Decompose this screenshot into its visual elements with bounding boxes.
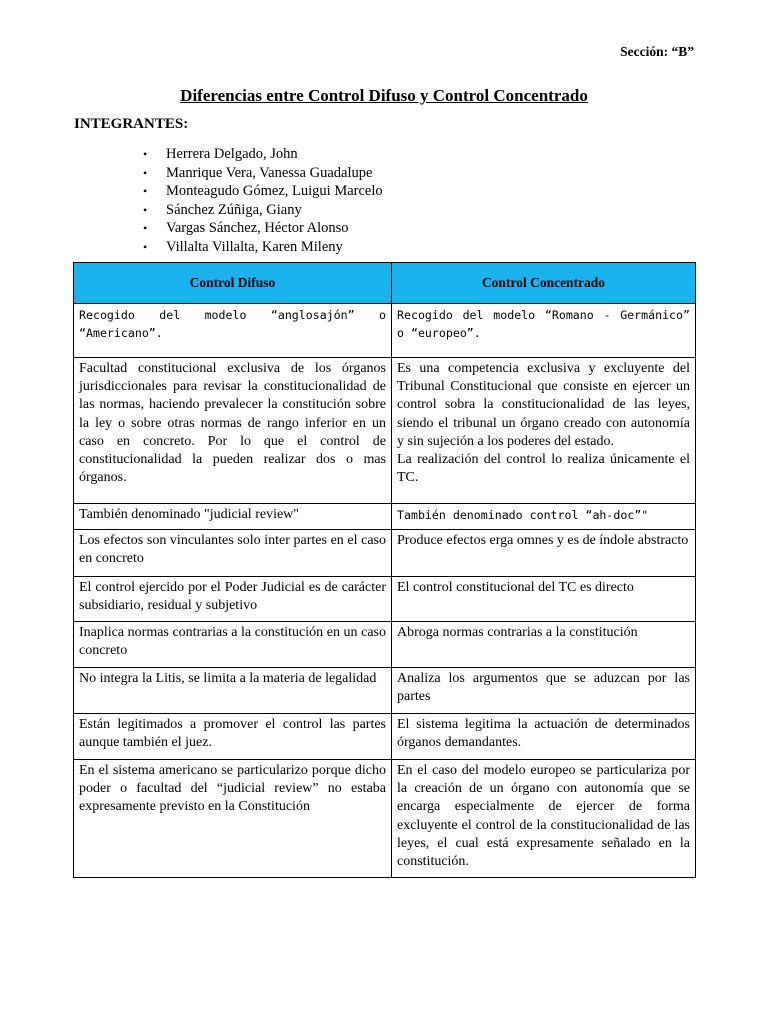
cell-concentrado: En el caso del modelo europeo se particulariza por la creación de un órgano con autonomía que se encarga especialmente de ejercer de forma excluyente el control de la constitucionalidad de las leyes, el cual está expresamente señalado en la constitución. bbox=[392, 760, 696, 878]
cell-concentrado: Abroga normas contrarias a la constitución bbox=[392, 622, 696, 668]
cell-concentrado: Produce efectos erga omnes y es de índole abstracto bbox=[392, 530, 696, 577]
list-item bbox=[140, 219, 383, 238]
table-row bbox=[74, 304, 696, 358]
cell-concentrado: El sistema legitima la actuación de determinados órganos demandantes. bbox=[392, 714, 696, 760]
cell-paragraph: La realización del control lo realiza únicamente el TC. bbox=[397, 452, 690, 486]
cell-difuso: Los efectos son vinculantes solo inter partes en el caso en concreto bbox=[74, 530, 392, 577]
document-title: Diferencias entre Control Difuso y Control Concentrado bbox=[180, 86, 588, 105]
table-row bbox=[74, 668, 696, 714]
bullet-icon: • bbox=[143, 202, 148, 217]
bullet-icon: • bbox=[143, 184, 148, 199]
member-name: Monteagudo Gómez, Luigui Marcelo bbox=[166, 183, 383, 200]
bullet-icon: • bbox=[143, 147, 148, 161]
list-item bbox=[140, 238, 383, 257]
table-row bbox=[74, 714, 696, 760]
members-list bbox=[140, 145, 383, 257]
cell-concentrado: El control constitucional del TC es directo bbox=[392, 577, 696, 622]
table-row bbox=[74, 760, 696, 878]
table-row bbox=[74, 358, 696, 504]
cell-difuso: También denominado "judicial review" bbox=[74, 504, 392, 530]
member-name: Manrique Vera, Vanessa Guadalupe bbox=[166, 164, 373, 181]
cell-concentrado bbox=[392, 358, 696, 504]
cell-difuso: Recogido del modelo “anglosajón” o “Americano”. bbox=[74, 304, 392, 358]
bullet-icon: • bbox=[143, 165, 148, 180]
bullet-icon: • bbox=[143, 239, 148, 254]
bullet-icon: • bbox=[143, 221, 148, 236]
cell-concentrado: Analiza los argumentos que se aduzcan por las partes bbox=[392, 668, 696, 714]
cell-difuso: Están legitimados a promover el control las partes aunque también el juez. bbox=[74, 714, 392, 760]
list-item bbox=[140, 145, 383, 164]
cell-difuso: Inaplica normas contrarias a la constitución en un caso concreto bbox=[74, 622, 392, 668]
table-row bbox=[74, 622, 696, 668]
cell-difuso: En el sistema americano se particularizo porque dicho poder o facultad del “judicial review” no estaba expresamente previsto en la Constitución bbox=[74, 760, 392, 878]
member-name: Herrera Delgado, John bbox=[166, 146, 298, 162]
table-row bbox=[74, 577, 696, 622]
members-heading: INTEGRANTES: bbox=[74, 116, 189, 132]
cell-concentrado: Recogido del modelo “Romano - Germánico” o “europeo”. bbox=[392, 304, 696, 358]
column-header-control-difuso: Control Difuso bbox=[74, 263, 392, 304]
cell-concentrado: También denominado control “ah-doc”" bbox=[392, 504, 696, 530]
table-row bbox=[74, 504, 696, 530]
column-header-control-concentrado: Control Concentrado bbox=[392, 263, 696, 304]
cell-difuso: El control ejercido por el Poder Judicial es de carácter subsidiario, residual y subjetivo bbox=[74, 577, 392, 622]
list-item bbox=[140, 164, 383, 183]
comparison-table bbox=[73, 262, 696, 878]
list-item bbox=[140, 182, 383, 201]
member-name: Vargas Sánchez, Héctor Alonso bbox=[166, 220, 349, 237]
section-label: Sección: “B” bbox=[620, 44, 694, 59]
cell-difuso: Facultad constitucional exclusiva de los órganos jurisdiccionales para revisar la constitucionalidad de las normas, haciendo prevalecer la constitución sobre la ley o sobre otras normas de rango inferior en un caso en concreto. Por lo que el control de constitucionalidad la pueden realizar dos o mas órganos. bbox=[74, 358, 392, 504]
list-item bbox=[140, 201, 383, 220]
table-row bbox=[74, 530, 696, 577]
table-header-row bbox=[74, 263, 696, 304]
member-name: Sánchez Zúñiga, Giany bbox=[166, 201, 302, 218]
cell-paragraph: Es una competencia exclusiva y excluyente del Tribunal Constitucional que consiste en ejercer un control sobra la constitucionalidad de las leyes, siendo el tribunal un órgano creado con autonomía y sin sujeción a los poderes del estado. bbox=[397, 361, 690, 449]
cell-difuso: No integra la Litis, se limita a la materia de legalidad bbox=[74, 668, 392, 714]
member-name: Villalta Villalta, Karen Mileny bbox=[166, 238, 343, 255]
